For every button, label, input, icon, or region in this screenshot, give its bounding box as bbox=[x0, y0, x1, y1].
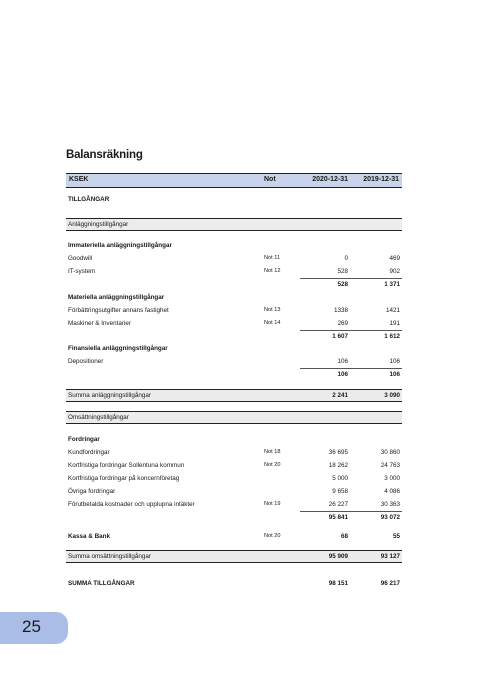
cell-text: Depositioner bbox=[68, 358, 104, 365]
cell-text: Not 18 bbox=[264, 449, 281, 455]
cell-text: 528 bbox=[337, 281, 348, 288]
cell-text: Förutbetalda kostnader och upplupna intäkter bbox=[68, 501, 195, 508]
cell-text: Goodwill bbox=[68, 255, 93, 262]
cell-text: 2 241 bbox=[332, 392, 348, 399]
cell-text: Not 19 bbox=[264, 501, 281, 507]
page-number-tab bbox=[0, 612, 68, 644]
cell-text: 469 bbox=[389, 255, 400, 262]
table-row bbox=[66, 473, 402, 485]
table-row bbox=[66, 253, 402, 265]
section-anlaggningstillgangar bbox=[66, 218, 402, 231]
cell-text: 36 695 bbox=[328, 449, 348, 456]
group-title bbox=[66, 240, 402, 252]
cell-text: 93 072 bbox=[380, 514, 400, 521]
cell-text: 98 151 bbox=[328, 580, 348, 587]
cell-text: Omsättningstillgångar bbox=[68, 414, 129, 421]
table-row bbox=[66, 266, 402, 278]
cell-text: Summa omsättningstillgångar bbox=[68, 553, 151, 560]
table-row bbox=[66, 318, 402, 330]
cell-text: Not 20 bbox=[264, 462, 281, 468]
cell-text: 106 bbox=[389, 371, 400, 378]
table-row bbox=[66, 460, 402, 472]
cell-text: Maskiner & Inventarier bbox=[68, 320, 131, 327]
table-header bbox=[66, 173, 402, 188]
cell-text: 1 612 bbox=[384, 333, 400, 340]
cell-text: IT-system bbox=[68, 268, 96, 275]
group-title bbox=[66, 343, 402, 355]
cell-text: 9 658 bbox=[332, 488, 348, 495]
cell-text: Not 20 bbox=[264, 533, 281, 539]
subtotal-row bbox=[66, 279, 402, 291]
header-ksek: KSEK bbox=[69, 176, 89, 183]
cell-text: Immateriella anläggningstillgångar bbox=[68, 242, 172, 249]
cell-text: 93 127 bbox=[380, 553, 400, 560]
group-title bbox=[66, 292, 402, 304]
kassa-row bbox=[66, 531, 402, 543]
table-row bbox=[66, 499, 402, 511]
cell-text: 106 bbox=[337, 371, 348, 378]
cell-text: Kassa & Bank bbox=[68, 533, 110, 540]
cell-text: Kundfordringar bbox=[68, 449, 110, 456]
cell-text: Kortfristiga fordringar på koncernföretag bbox=[68, 475, 180, 482]
cell-text: 1 607 bbox=[332, 333, 348, 340]
cell-text: Not 14 bbox=[264, 320, 281, 326]
cell-text: 95 909 bbox=[328, 553, 348, 560]
cell-text: Not 13 bbox=[264, 307, 281, 313]
section-omsattningstillgangar bbox=[66, 411, 402, 424]
cell-text: 0 bbox=[344, 255, 348, 262]
group-title bbox=[66, 434, 402, 446]
cell-text: 68 bbox=[340, 533, 348, 540]
cell-text: 528 bbox=[337, 268, 348, 275]
cell-text: Not 11 bbox=[264, 255, 281, 261]
table-row bbox=[66, 305, 402, 317]
cell-text: 96 217 bbox=[380, 580, 400, 587]
cell-text: Not 12 bbox=[264, 268, 281, 274]
cell-text: Kortfristiga fordringar Sollentuna kommun bbox=[68, 462, 185, 469]
cell-text: 5 000 bbox=[332, 475, 348, 482]
cell-text: 106 bbox=[389, 358, 400, 365]
cell-text: 26 227 bbox=[328, 501, 348, 508]
summa-anlaggningstillgangar bbox=[66, 389, 402, 402]
cell-text: Materiella anläggningstillgångar bbox=[68, 294, 165, 301]
cell-text: Anläggningstillgångar bbox=[68, 221, 129, 228]
cell-text: 3 000 bbox=[384, 475, 400, 482]
cell-text: TILLGÅNGAR bbox=[68, 196, 110, 203]
page-number: 25 bbox=[22, 617, 41, 636]
cell-text: 30 860 bbox=[380, 449, 400, 456]
cell-text: Övriga fordringar bbox=[68, 488, 116, 495]
subtotal-row bbox=[66, 331, 402, 343]
cell-text: 95 841 bbox=[328, 514, 348, 521]
header-year-2020: 2020-12-31 bbox=[312, 176, 348, 183]
header-not: Not bbox=[264, 176, 276, 183]
cell-text: 902 bbox=[389, 268, 400, 275]
cell-text: 4 086 bbox=[384, 488, 400, 495]
cell-text: 1421 bbox=[385, 307, 400, 314]
header-year-2019: 2019-12-31 bbox=[363, 176, 399, 183]
cell-text: Förbättringsutgifter annans fastighet bbox=[68, 307, 169, 314]
cell-text: 269 bbox=[337, 320, 348, 327]
cell-text: 55 bbox=[392, 533, 400, 540]
cell-text: 1 371 bbox=[384, 281, 400, 288]
cell-text: Fordringar bbox=[68, 436, 100, 443]
subtotal-row bbox=[66, 512, 402, 524]
cell-text: 191 bbox=[389, 320, 400, 327]
page-title: Balansräkning bbox=[66, 149, 143, 161]
cell-text: Summa anläggningstillgångar bbox=[68, 392, 151, 399]
cell-text: 3 090 bbox=[384, 392, 400, 399]
tillgangar-heading bbox=[66, 194, 402, 206]
cell-text: 18 262 bbox=[328, 462, 348, 469]
cell-text: 24 763 bbox=[380, 462, 400, 469]
cell-text: 30 363 bbox=[380, 501, 400, 508]
table-row bbox=[66, 447, 402, 459]
cell-text: 1338 bbox=[333, 307, 348, 314]
cell-text: SUMMA TILLGÅNGAR bbox=[68, 580, 135, 587]
summa-tillgangar-row bbox=[66, 578, 402, 590]
cell-text: 106 bbox=[337, 358, 348, 365]
subtotal-row bbox=[66, 369, 402, 381]
cell-text: Finansiella anläggningstillgångar bbox=[68, 345, 168, 352]
table-row bbox=[66, 486, 402, 498]
summa-omsattningstillgangar bbox=[66, 550, 402, 563]
table-row bbox=[66, 356, 402, 368]
